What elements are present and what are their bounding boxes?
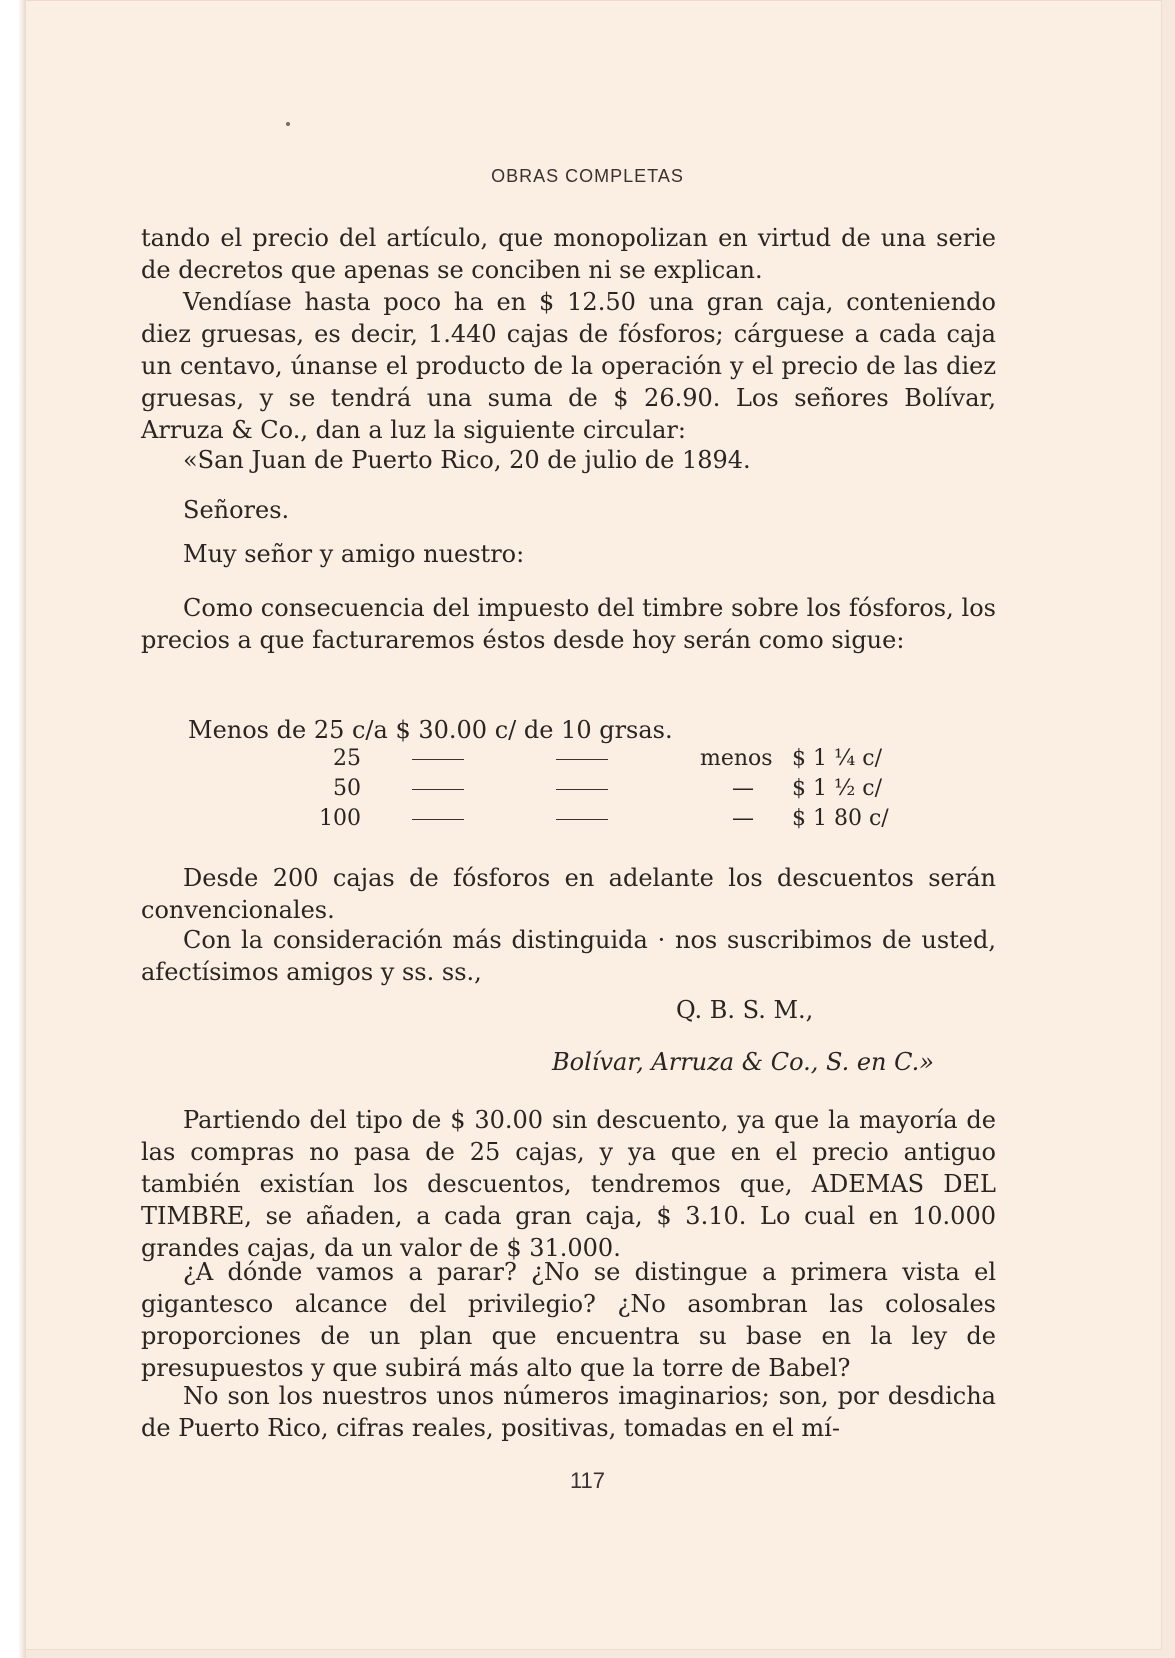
price-value: $ 1 ½ c/	[792, 776, 883, 801]
letter-body: Como consecuencia del impuesto del timbre sobre los fósforos, los precios a que facturaremos éstos desde hoy serán como sigue:	[141, 594, 996, 654]
paragraph-1: tando el precio del artículo, que monopolizan en virtud de una serie de decretos que apenas se conciben ni se explican.	[141, 224, 996, 284]
price-value: $ 1 ¼ c/	[792, 746, 883, 771]
paragraph-4: ¿A dónde vamos a parar? ¿No se distingue a primera vista el gigantesco alcance del privilegio? ¿No asombran las colosales proporciones de un plan que encuentra su base en la ley de presupuestos y que subirá más alto que la torre de Babel?	[141, 1258, 996, 1382]
letter-qbsm: Q. B. S. M.,	[676, 996, 814, 1024]
page-number: 117	[569, 1468, 606, 1493]
letter-signature: Bolívar, Arruza & Co., S. en C.»	[552, 1048, 934, 1076]
price-qty: 25	[333, 746, 361, 771]
letter-place-date: «San Juan de Puerto Rico, 20 de julio de 1894.	[183, 446, 751, 474]
letter-discount: Desde 200 cajas de fósforos en adelante los descuentos serán convencionales.	[141, 864, 996, 924]
price-label: —	[732, 776, 754, 801]
letter-salutation-2: Muy señor y amigo nuestro:	[183, 540, 525, 568]
price-qty: 50	[333, 776, 361, 801]
price-header: Menos de 25 c/a $ 30.00 c/ de 10 grsas.	[188, 716, 673, 744]
paragraph-2: Vendíase hasta poco ha en $ 12.50 una gran caja, conteniendo diez gruesas, es decir, 1.440 cajas de fósforos; cárguese a cada caja un centavo, únanse el producto de la operación y el precio de las diez gruesas, y se tendrá una suma de $ 26.90. Los señores Bolívar, Arruza & Co., dan a luz la siguiente circular:	[141, 288, 996, 444]
paragraph-3: Partiendo del tipo de $ 30.00 sin descuento, ya que la mayoría de las compras no pasa de 25 cajas, y ya que en el precio antiguo también existían los descuentos, tendremos que, ADEMAS DEL TIMBRE, se añaden, a cada gran caja, $ 3.10. Lo cual en 10.000 grandes cajas, da un valor de $ 31.000.	[141, 1106, 996, 1262]
letter-closing: Con la consideración más distinguida · nos suscribimos de usted, afectísimos amigos y ss. ss.,	[141, 926, 996, 986]
ditto-dash	[412, 776, 464, 801]
price-label: menos	[700, 746, 773, 771]
ditto-dash	[412, 806, 464, 831]
paragraph-5: No son los nuestros unos números imaginarios; son, por desdicha de Puerto Rico, cifras reales, positivas, tomadas en el mí-	[141, 1382, 996, 1442]
ditto-dash	[556, 806, 608, 831]
price-label: —	[732, 806, 754, 831]
ditto-dash	[412, 746, 464, 771]
speck-mark	[286, 122, 290, 126]
running-header: OBRAS COMPLETAS	[491, 166, 684, 186]
price-value: $ 1 80 c/	[792, 806, 889, 831]
letter-salutation-1: Señores.	[183, 496, 290, 524]
price-qty: 100	[319, 806, 361, 831]
ditto-dash	[556, 746, 608, 771]
paper-edge	[0, 0, 26, 1658]
ditto-dash	[556, 776, 608, 801]
